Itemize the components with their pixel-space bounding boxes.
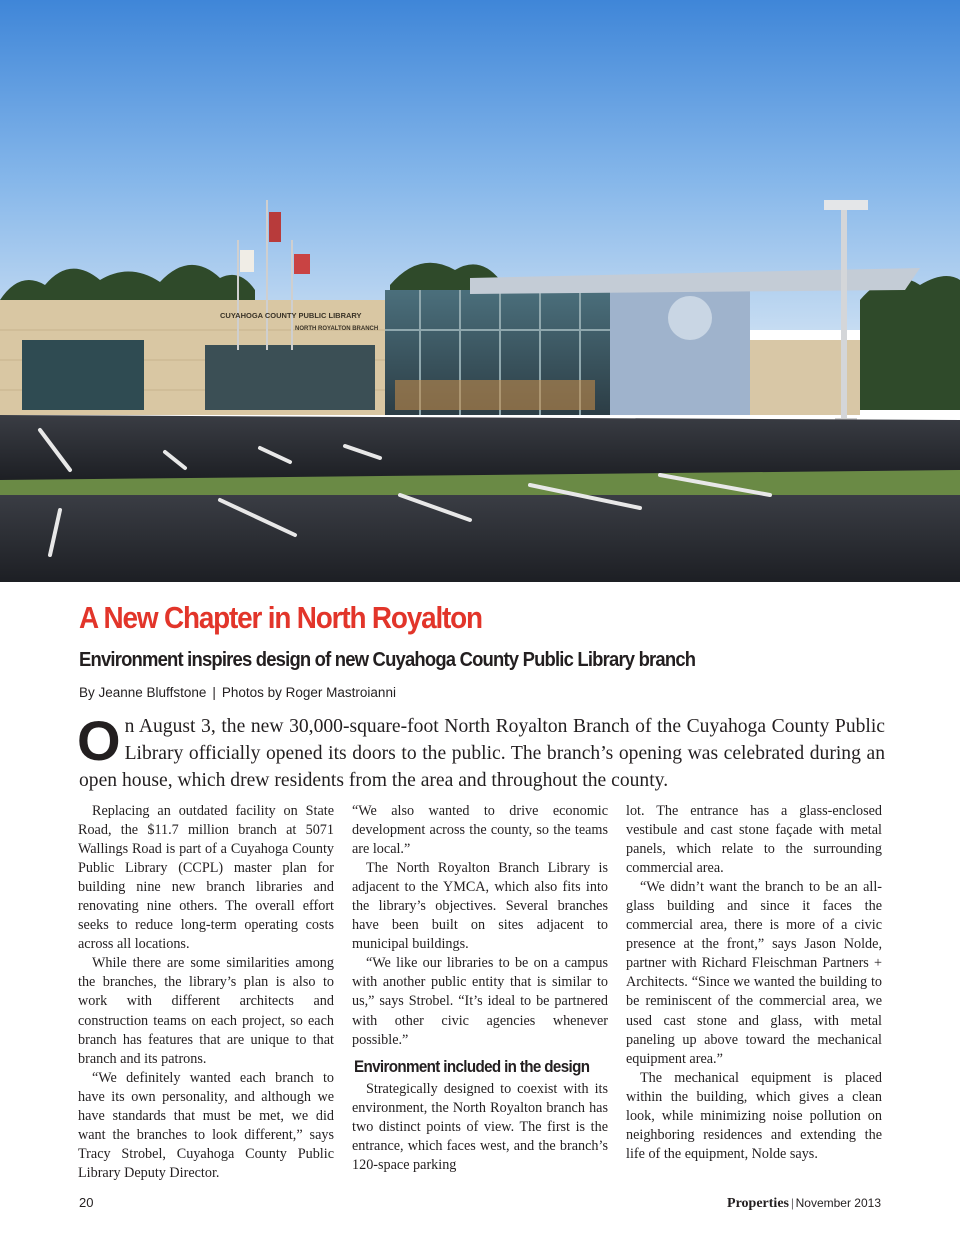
page-number: 20	[79, 1195, 94, 1210]
byline-photos: Photos by Roger Mastroianni	[221, 685, 396, 700]
section-heading: Environment included in the design	[354, 1057, 590, 1076]
publication-name: Properties	[727, 1196, 789, 1211]
footer-separator: |	[791, 1195, 794, 1210]
paragraph: “We like our libraries to be on a campus with another public entity that is similar to us,” says Strobel. “It’s ideal to be partnered with other civic agencies whenever possible.”	[352, 955, 608, 1048]
body-column-3	[626, 802, 882, 1164]
byline-separator: |	[212, 685, 216, 700]
paragraph: “We also wanted to drive economic development across the county, so the teams are local.”	[352, 803, 608, 858]
hero-photo	[0, 0, 960, 582]
intro-text: n August 3, the new 30,000-square-foot North Royalton Branch of the Cuyahoga County Public Library officially opened its doors to the public. The branch’s opening was celebrated during an open house, which drew residents from the area and throughout the county.	[79, 716, 885, 791]
article-subtitle: Environment inspires design of new Cuyahoga County Public Library branch	[79, 648, 696, 671]
intro-paragraph	[77, 709, 885, 794]
paragraph: The North Royalton Branch Library is adjacent to the YMCA, which also fits into the library’s objectives. Several branches have been built on sites adjacent to municipal buildings.	[352, 860, 608, 953]
library-building-photo	[0, 0, 960, 582]
building-sign-line1: CUYAHOGA COUNTY PUBLIC LIBRARY	[220, 311, 362, 320]
paragraph: While there are some similarities among the branches, the library’s plan is also to work with different architects and construction teams on each project, so each branch has features that are unique to that branch and its patrons.	[78, 955, 334, 1067]
paragraph: Strategically designed to coexist with its environment, the North Royalton branch has two distinct points of view. The first is the entrance, which faces west, and the branch’s 120-space parking	[352, 1080, 608, 1173]
body-column-1	[78, 802, 334, 1183]
byline	[79, 685, 396, 700]
building-sign-line2: NORTH ROYALTON BRANCH	[295, 326, 379, 332]
body-column-2	[352, 802, 608, 1175]
paragraph: “We didn’t want the branch to be an all-glass building and since it faces the commercial area, there is more of a civic presence at the front,” says Jason Nolde, partner with Richard Fleischman Partners + Architects. “Since we wanted the building to be reminiscent of the commercial area, we used cast stone and glass, with metal paneling up above toward the mechanical equipment area.”	[626, 879, 882, 1067]
article-title: A New Chapter in North Royalton	[79, 600, 482, 635]
paragraph: lot. The entrance has a glass-enclosed vestibule and cast stone façade with metal panels, which relate to the surrounding commercial area.	[626, 803, 882, 877]
publication-footer	[727, 1195, 881, 1212]
paragraph: “We definitely wanted each branch to have its own personality, and although we have standards that must be met, we did want the branches to look different,” says Tracy Strobel, Cuyahoga County Public Library Deputy Director.	[78, 1069, 334, 1181]
issue-date: November 2013	[795, 1196, 881, 1210]
paragraph: The mechanical equipment is placed within the building, which gives a clean look, while minimizing noise pollution on neighboring residences and extending the life of the equipment, Nolde says.	[626, 1069, 882, 1162]
drop-cap: O	[77, 709, 121, 772]
paragraph: Replacing an outdated facility on State Road, the $11.7 million branch at 5071 Wallings Road is part of a Cuyahoga County Public Library (CCPL) master plan for building nine new branch libraries and renovating nine others. The overall effort seeks to reduce long-term operating costs across all locations.	[78, 803, 334, 953]
byline-author: By Jeanne Bluffstone	[79, 685, 207, 700]
